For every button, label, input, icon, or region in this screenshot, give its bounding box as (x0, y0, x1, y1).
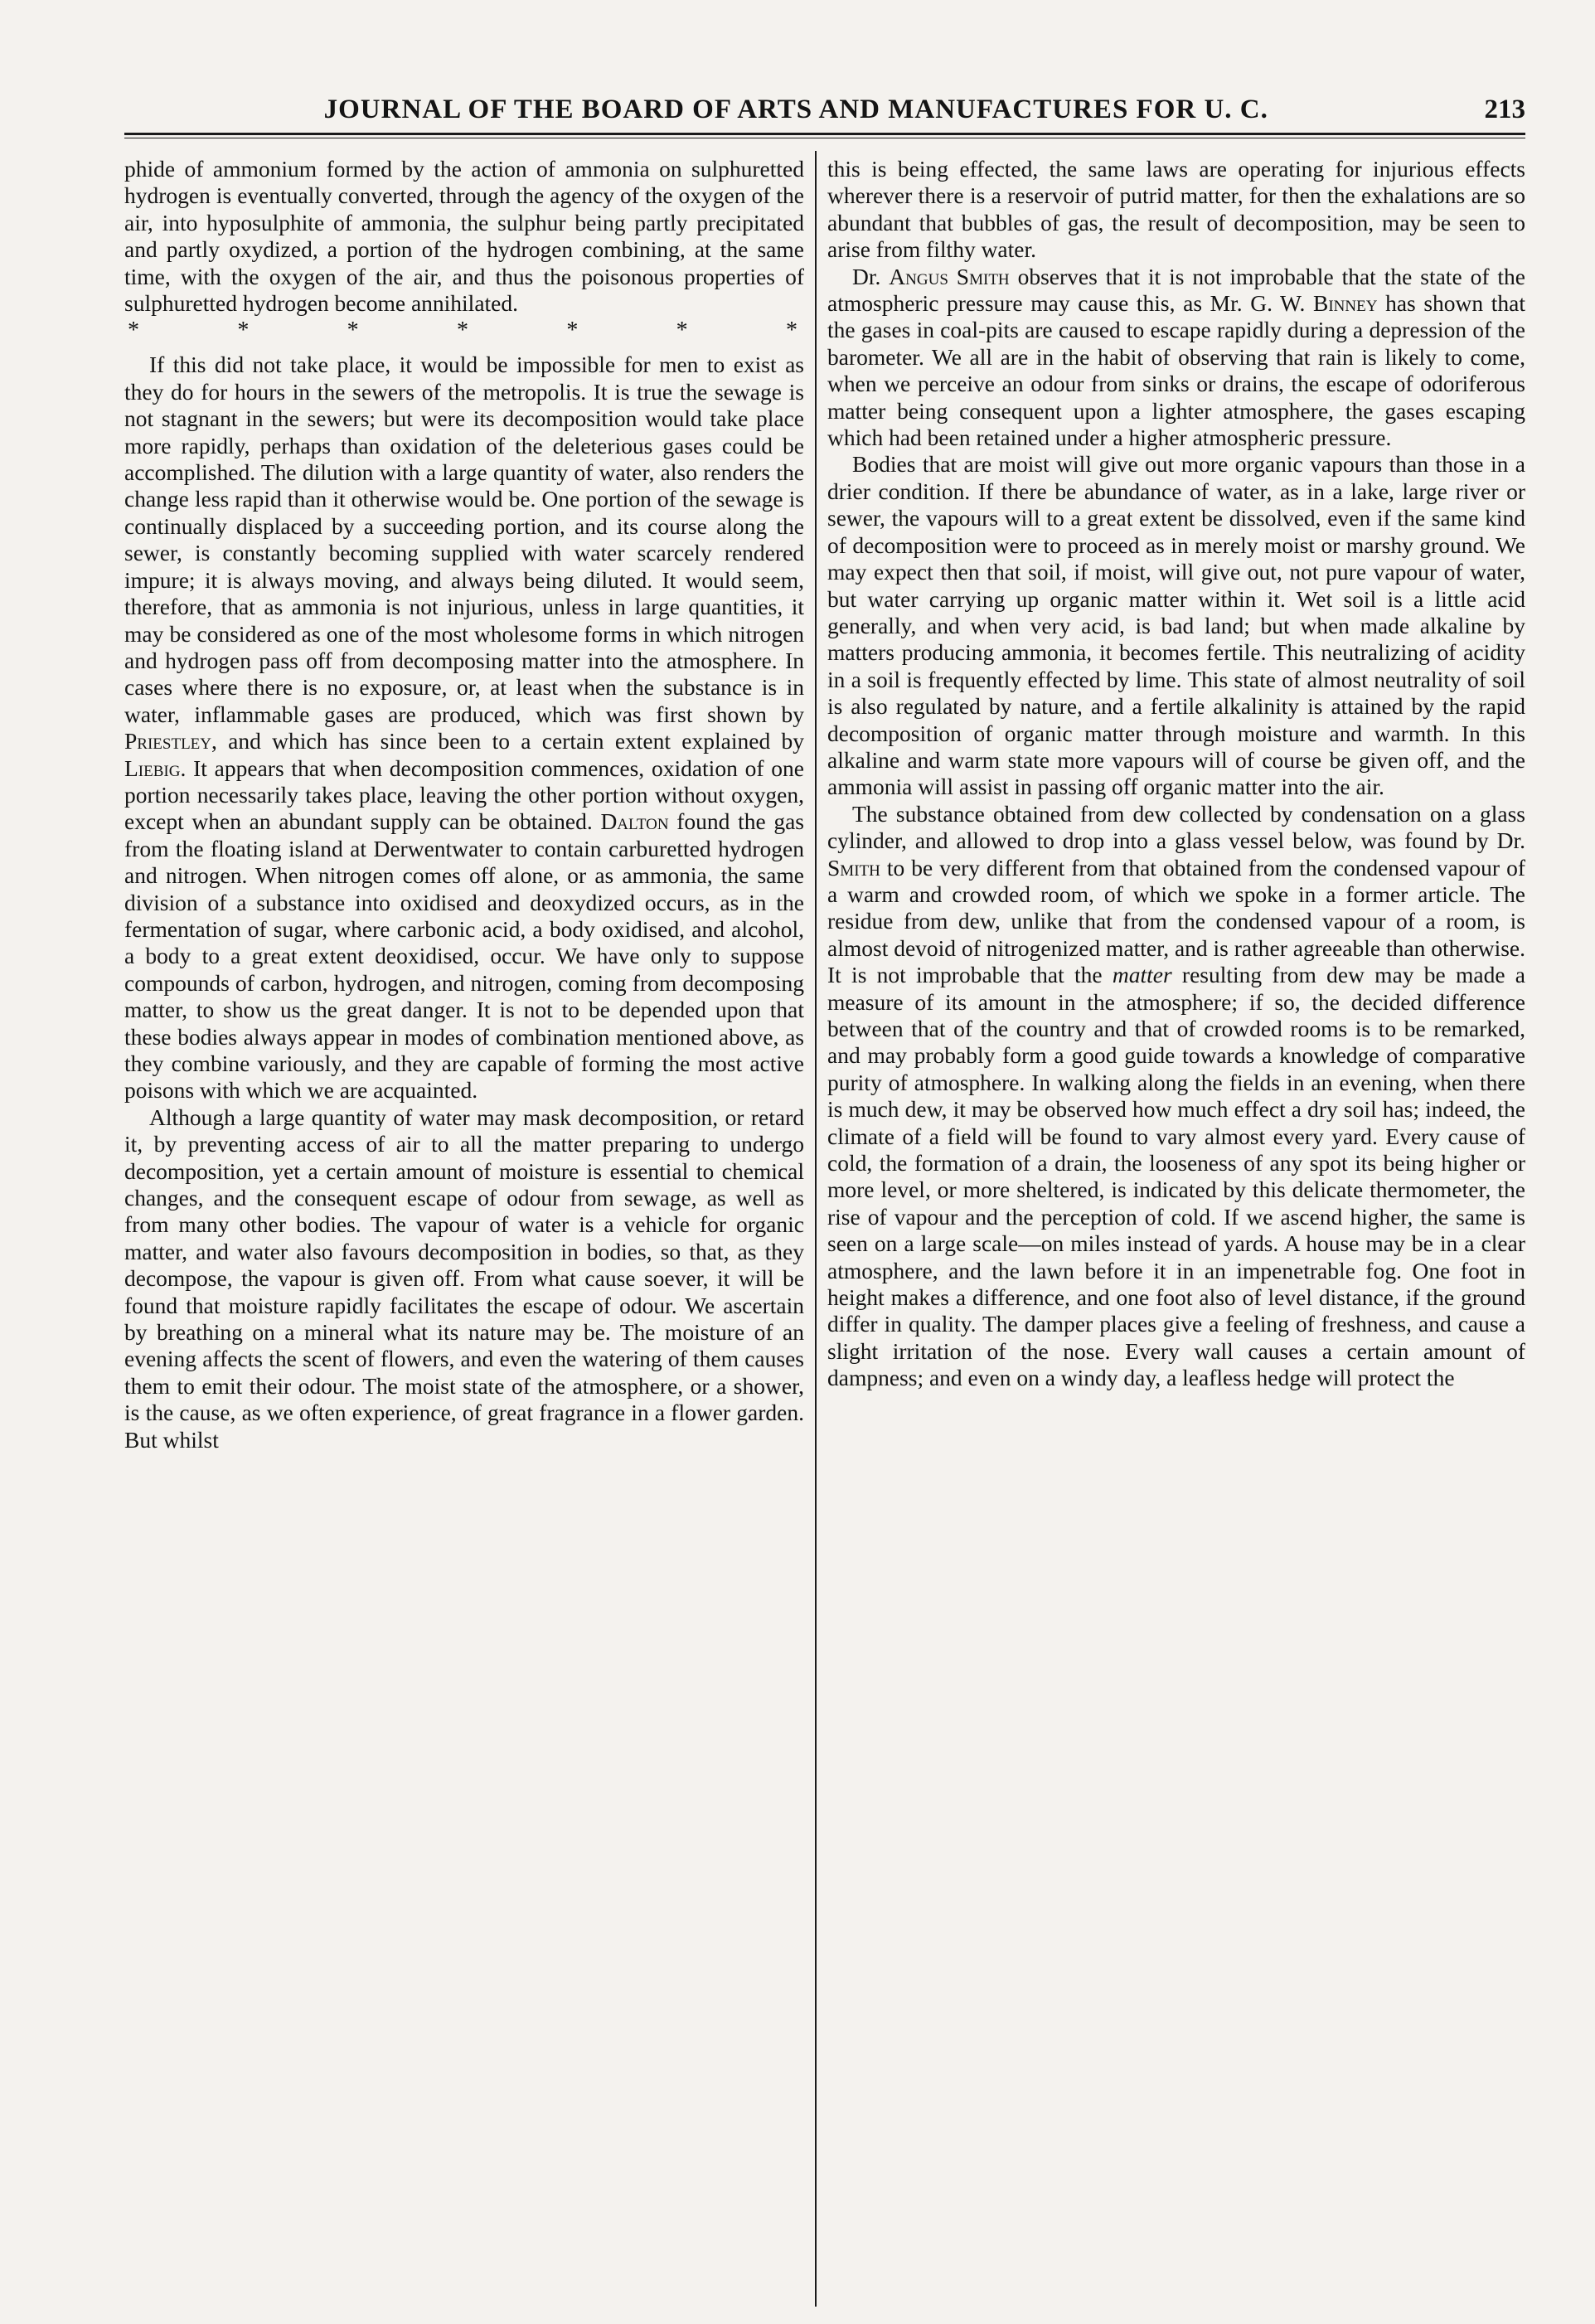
paragraph: this is being effected, the same laws are operating for injurious effects wherever there is a reservoir of putrid matter, for then the exhalations are so abundant that bubbles of gas, the result of decomposition, may be seen to arise from filthy water. (827, 156, 1525, 263)
running-head: JOURNAL OF THE BOARD OF ARTS AND MANUFACTURES FOR U. C. (323, 94, 1268, 124)
text-run: If this did not take place, it would be impossible for men to exist as they do for hours in the sewers of the metropolis. It is true the sewage is not stagnant in the sewers; but were its decomposition would take place more rapidly, perhaps than oxidation of the deleterious gases could be accomplished. The dilution with a large quantity of water, also renders the change less rapid than it otherwise would be. One portion of the sewage is continually displaced by a succeeding portion, and its course along the sewer, is constantly becoming supplied with water scarcely rendered impure; it is always moving, and always being diluted. It would seem, therefore, that as ammonia is not injurious, unless in large quantities, it may be considered as one of the most wholesome forms in which nitrogen and hydrogen pass off from decomposing matter into the atmosphere. In cases where there is no exposure, or, at least when the substance is in water, inflammable gases are produced, which was first shown by (124, 352, 804, 727)
text-run: resulting from dew may be made a measure of its amount in the atmosphere; if so, the decided difference between that of the country and that of crowded rooms is to be remarked, and may probably form a good guide towards a knowledge of comparative purity of atmosphere. In walking along the fields in an evening, when there is much dew, it may be observed how much effect a dry soil has; indeed, the climate of a field will be found to vary almost every yard. Every cause of cold, the formation of a drain, the looseness of any spot its being higher or more level, or more sheltered, is indicated by this delicate thermometer, the rise of vapour and the perception of cold. If we ascend higher, the same is seen on a large scale—on miles instead of yards. A house may be in a clear atmosphere, and the lawn before it in an impenetrable fog. One foot in height makes a difference, and one foot also of level distance, if the ground differ in quality. The damper places give a feeling of freshness, and cause a slight irritation of the nose. Every wall causes a certain amount of dampness; and even on a windy day, a leafless hedge will protect the (827, 962, 1525, 1391)
asterisk: * (128, 318, 139, 344)
name-liebig: Liebig (124, 754, 181, 781)
asterisk: * (456, 318, 468, 344)
paragraph: Bodies that are moist will give out more organic vapours than those in a drier condition. If there be abundance of water, as in a lake, large river or sewer, the vapours will to a great extent be dissolved, even if the same kind of decomposition were to proceed as in merely moist or marshy ground. We may expect then that soil, if moist, will give out, not pure vapour of water, but water carrying up organic matter within it. Wet soil is a little acid generally, and when very acid, is bad land; but when made alkaline by matters producing ammonia, it becomes fertile. This neutralizing of acidity in a soil is frequently effected by lime. This state of almost neutrality of soil is also regulated by nature, and a fertile alkalinity is attained by the rapid decomposition of organic matter through moisture and warmth. In this alkaline and warm state more vapours will of course be given off, and the ammonia will assist in passing off organic matter into the air. (827, 451, 1525, 800)
name-priestley: Priestley (124, 728, 212, 754)
paragraph (827, 264, 1525, 452)
italic-word: matter (1112, 962, 1172, 988)
text-run: to be very different from that obtained from the condensed vapour of a warm and crowded room, of which we spoke in a former article. The residue from dew, unlike that from the condensed vapour of a room, is almost devoid of nitrogenized matter, and is rather agreeable than otherwise. It is not improbable that the (827, 854, 1525, 988)
asterisk: * (676, 318, 688, 344)
name-smith: Smith (827, 854, 880, 881)
paragraph (827, 801, 1525, 1392)
text-run: Dr. (852, 263, 881, 289)
asterisk: * (237, 318, 250, 344)
paragraph (124, 352, 804, 1104)
column-divider (815, 151, 817, 2307)
page-header (124, 90, 1525, 129)
text-run: The substance obtained from dew collected by condensation on a glass cylinder, and allowed to drop into a glass vessel below, was found by Dr. (827, 800, 1525, 854)
asterisk: * (347, 318, 359, 344)
left-column (124, 156, 804, 2303)
asterisk: * (566, 318, 579, 344)
page-number: 213 (1484, 94, 1525, 124)
text-run: has shown that the gases in coal-pits are caused to escape rapidly during a depression of the barometer. We all are in the habit of observing that rain is likely to come, when we perceive an odour from sinks or drains, the escape of odoriferous matter being consequent upon a lighter atmosphere, the gases escaping which had been retained under a higher atmospheric pressure. (827, 290, 1525, 451)
text-run: , and which has since been to a certain extent explained by (211, 728, 804, 754)
name-binney: Binney (1313, 290, 1378, 317)
text-run: observes that it is not improbable that the state of the atmospheric pressure may cause this, as Mr. G. W. (827, 263, 1525, 317)
paragraph: phide of ammonium formed by the action of ammonia on sulphuretted hydrogen is eventually converted, through the agency of the oxygen of the air, into hyposulphite of ammonia, the sulphur being partly precipitated and partly oxydized, a portion of the hydrogen combining, at the same time, with the oxygen of the air, and thus the poisonous properties of sulphuretted hydrogen become annihilated. (124, 156, 804, 317)
name-angus-smith: Angus Smith (889, 263, 1010, 289)
header-rule (124, 133, 1525, 135)
text-run: . It appears that when decomposition commences, oxidation of one portion necessarily takes place, leaving the other portion without oxygen, except when an abundant supply can be obtained. (124, 754, 804, 835)
paragraph: Although a large quantity of water may mask decomposition, or retard it, by preventing access of air to all the matter preparing to undergo decomposition, yet a certain amount of moisture is essential to chemical changes, and the consequent escape of odour from sewage, as well as from many other bodies. The vapour of water is a vehicle for organic matter, and water also favours decomposition in bodies, so that, as they decompose, the vapour is given off. From what cause soever, it will be found that moisture rapidly facilitates the escape of odour. We ascertain by breathing on a mineral what its nature may be. The moisture of an evening affects the scent of flowers, and even the watering of them causes them to emit their odour. The moist state of the atmosphere, or a shower, is the cause, as we often experience, of great fragrance in a flower garden. But whilst (124, 1104, 804, 1453)
name-dalton: Dalton (600, 808, 669, 835)
section-break-asterisks (124, 317, 804, 345)
text-run: found the gas from the floating island at Derwentwater to contain carburetted hydrogen and nitrogen. When nitrogen comes off alone, or as ammonia, the same division of a substance into oxidised and deoxydized occurs, as in the fermentation of sugar, where carbonic acid, a body oxidised, and alcohol, a body to a great extent deoxidised, occur. We have only to suppose compounds of carbon, hydrogen, and nitrogen, coming from decomposing matter, to show us the great danger. It is not to be depended upon that these bodies always appear in modes of combination mentioned above, as they combine variously, and they are capable of forming the most active poisons with which we are acquainted. (124, 808, 804, 1104)
asterisk: * (785, 318, 798, 344)
right-column (827, 156, 1525, 2303)
